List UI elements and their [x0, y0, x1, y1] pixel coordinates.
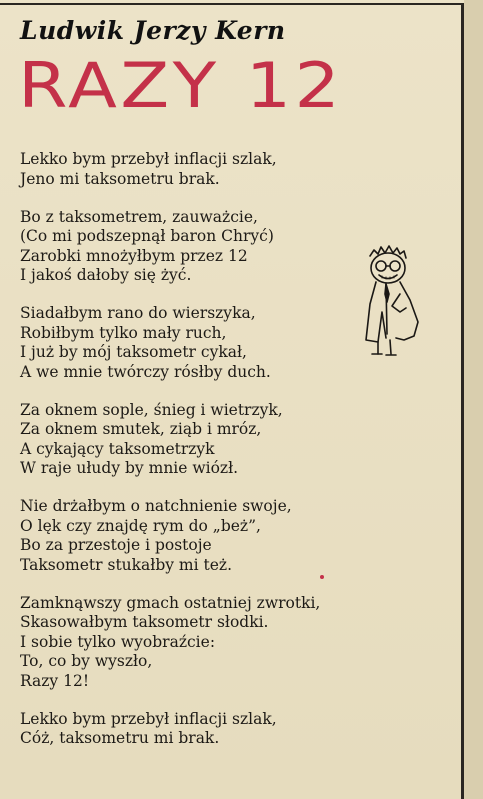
caricature-illustration-icon — [356, 242, 426, 360]
stanza-4 — [20, 401, 440, 479]
poem-line: W raje ułudy by mnie wiózł. — [20, 459, 239, 477]
author-name: Ludwik Jerzy Kern — [20, 16, 286, 45]
poem-line: Za oknem smutek, ziąb i mróz, — [20, 420, 262, 438]
poem-line: Bo z taksometrem, zauważcie, — [20, 207, 258, 226]
poem-line: Lekko bym przebył inflacji szlak, — [20, 709, 277, 728]
stanza-1 — [20, 150, 440, 189]
poem-line: A we mnie twórczy rósłby duch. — [20, 362, 271, 381]
poem-line: Bo za przestoje i postoje — [20, 536, 212, 554]
poem-line: Za oknem sople, śnieg i wietrzyk, — [20, 400, 283, 419]
poem-line: Siadałbym rano do wierszyka, — [20, 304, 256, 322]
stanza-6 — [20, 594, 440, 692]
poem-line: Zarobki mnożyłbym przez 12 — [20, 246, 248, 265]
poem-line: Jeno mi taksometru brak. — [20, 169, 220, 188]
poem-line: Nie drżałbym o natchnienie swoje, — [20, 497, 292, 515]
poem-line: Robiłbym tylko mały ruch, — [20, 323, 227, 342]
poem-line: Cóż, taksometru mi brak. — [20, 729, 220, 747]
frame-top-rule — [0, 3, 463, 5]
poem-line: Taksometr stukałby mi też. — [20, 555, 232, 574]
page-edge — [464, 0, 483, 799]
stanza-5 — [20, 497, 440, 575]
poem-line: Zamknąwszy gmach ostatniej zwrotki, — [20, 593, 321, 612]
poem-line: I już by mój taksometr cykał, — [20, 343, 247, 361]
stanza-7 — [20, 710, 440, 749]
poem-line: O lęk czy znajdę rym do „beż”, — [20, 516, 261, 535]
poem-line: A cykający taksometrzyk — [20, 439, 215, 458]
poem-title: RAZY 12 — [18, 49, 344, 122]
poem-line: To, co by wyszło, — [20, 652, 153, 670]
poem-line: Skasowałbym taksometr słodki. — [20, 613, 269, 631]
red-dot-mark — [320, 575, 324, 579]
poem-line: Lekko bym przebył inflacji szlak, — [20, 150, 277, 168]
poem-line: I jakoś dałoby się żyć. — [20, 266, 192, 284]
poem-line: (Co mi podszepnął baron Chryć) — [20, 227, 274, 245]
poem-line: I sobie tylko wyobraźcie: — [20, 632, 216, 651]
poem-line: Razy 12! — [20, 671, 90, 690]
